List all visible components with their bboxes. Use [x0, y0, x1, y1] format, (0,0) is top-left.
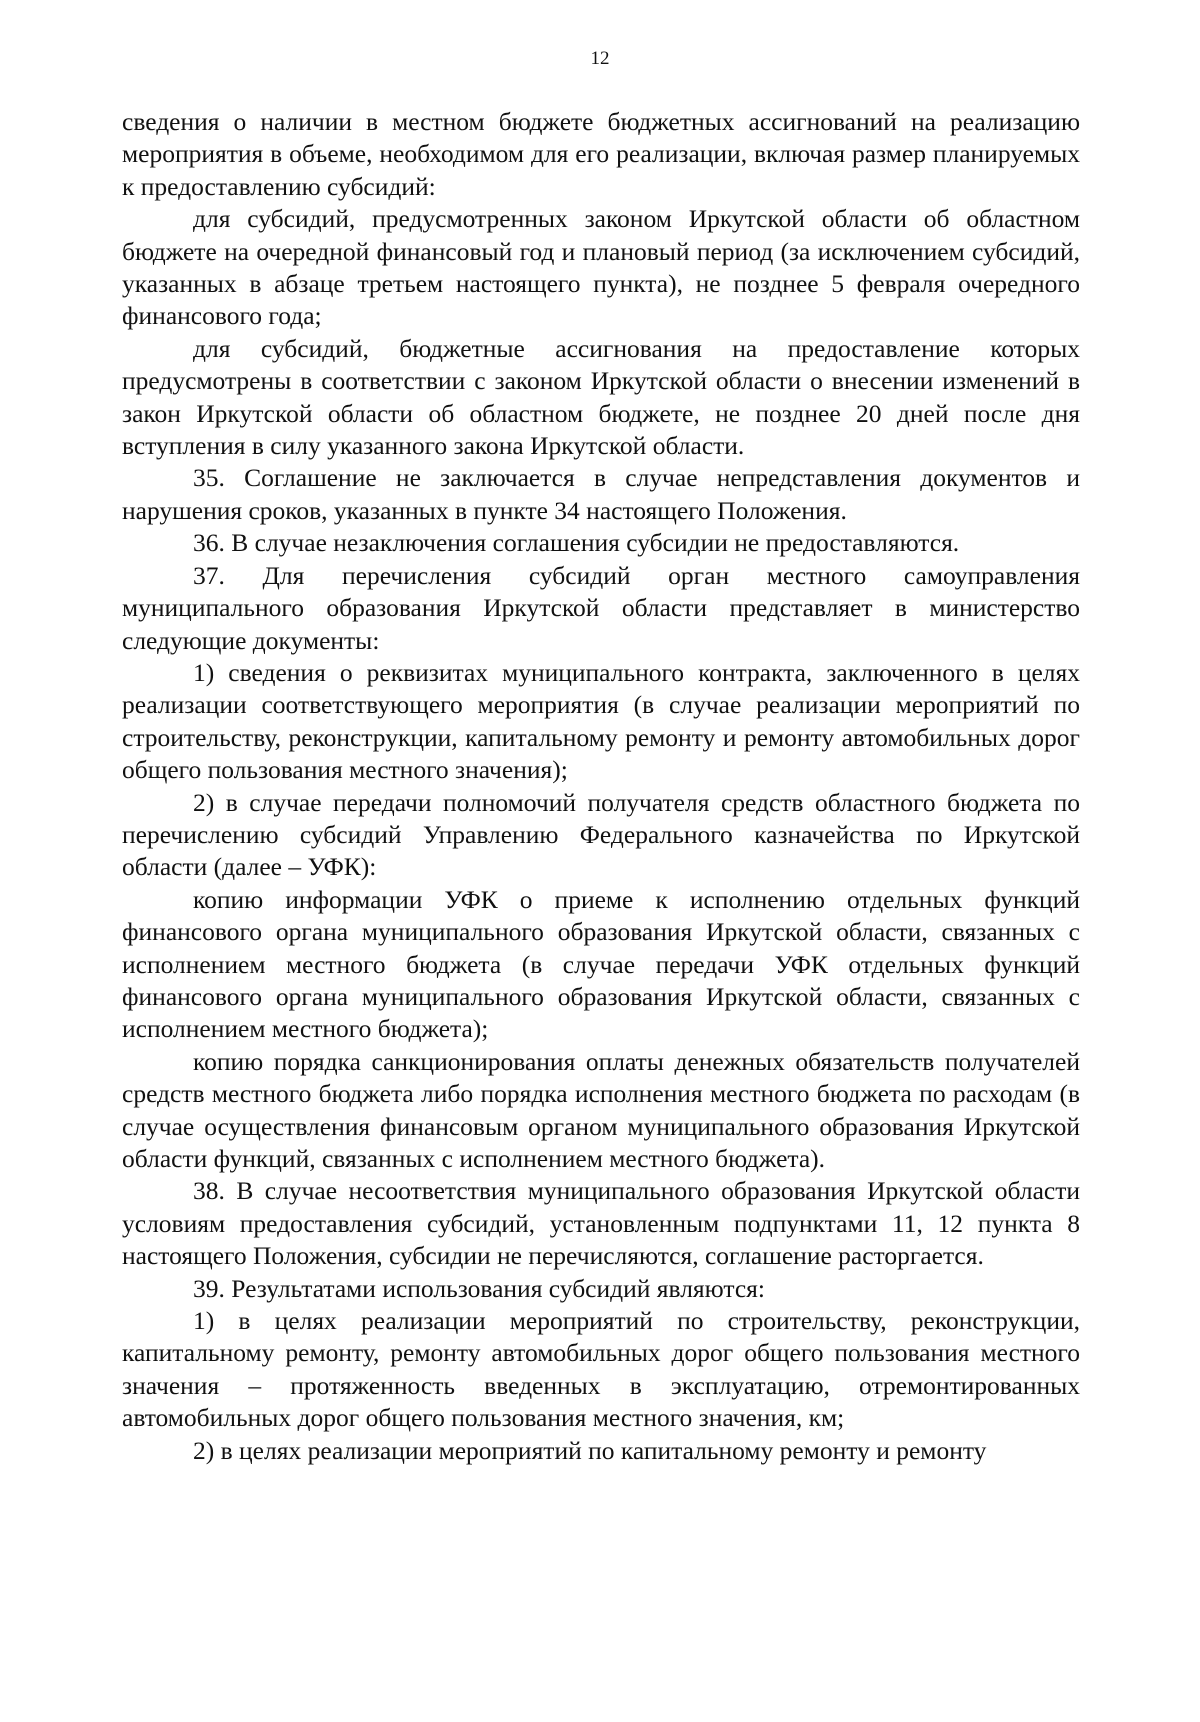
paragraph-item-39-1: 1) в целях реализации мероприятий по строительству, реконструкции, капитальному ремонту, ремонту автомобильных дорог общего пользования местного значения – протяженность введенных в эксплуатацию, отремонтированных автомобильных дорог общего пользования местного значения, км; — [122, 1306, 1080, 1433]
paragraph-item-39: 39. Результатами использования субсидий являются: — [193, 1273, 765, 1303]
paragraph-item-35: 35. Соглашение не заключается в случае непредставления документов и нарушения сроков, указанных в пункте 34 настоящего Положения. — [122, 463, 1080, 525]
paragraph-budget-info: сведения о наличии в местном бюджете бюджетных ассигнований на реализацию мероприятия в объеме, необходимом для его реализации, включая размер планируемых к предоставлению субсидий: — [122, 107, 1080, 201]
paragraph-item-38: 38. В случае несоответствия муниципального образования Иркутской области условиям предоставления субсидий, установленным подпунктами 11, 12 пункта 8 настоящего Положения, субсидии не перечисляются, соглашение расторгается. — [122, 1176, 1080, 1271]
paragraph-item-37-1: 1) сведения о реквизитах муниципального контракта, заключенного в целях реализации соответствующего мероприятия (в случае реализации мероприятий по строительству, реконструкции, капитальному ремонту и ремонту автомобильных дорог общего пользования местного значения); — [122, 657, 1080, 785]
paragraph-item-36: 36. В случае незаключения соглашения субсидии не предоставляются. — [193, 528, 960, 558]
paragraph-item-37-2: 2) в случае передачи полномочий получателя средств областного бюджета по перечислению субсидий Управлению Федерального казначейства по Иркутской области (далее – УФК): — [122, 787, 1080, 882]
paragraph-subsidies-law: для субсидий, предусмотренных законом Иркутской области об областном бюджете на очередной финансовый год и плановый период (за исключением субсидий, указанных в абзаце третьем настоящего пункта), не позднее 5 февраля очередного финансового года; — [122, 204, 1080, 331]
page-number: 12 — [590, 48, 610, 69]
paragraph-authorization-procedure-copy: копию порядка санкционирования оплаты денежных обязательств получателей средств местного бюджета либо порядка исполнения местного бюджета по расходам (в случае осуществления финансовым органом муниципального образования Иркутской области функций, связанных с исполнением местного бюджета). — [122, 1046, 1080, 1173]
paragraph-ufk-info-copy: копию информации УФК о приеме к исполнению отдельных функций финансового органа муниципального образования Иркутской области, связанных с исполнением местного бюджета (в случае передачи УФК отдельных функций финансового органа муниципального образования Иркутской области, связанных с исполнением местного бюджета); — [122, 884, 1080, 1044]
paragraph-subsidies-amendments: для субсидий, бюджетные ассигнования на предоставление которых предусмотрены в соответствии с законом Иркутской области о внесении изменений в закон Иркутской области об областном бюджете, не позднее 20 дней после дня вступления в силу указанного закона Иркутской области. — [122, 333, 1080, 461]
paragraph-item-39-2: 2) в целях реализации мероприятий по капитальному ремонту и ремонту — [193, 1435, 987, 1465]
paragraph-item-37: 37. Для перечисления субсидий орган местного самоуправления муниципального образования Иркутской области представляет в министерство следующие документы: — [122, 560, 1080, 655]
document-body — [122, 106, 1080, 1467]
